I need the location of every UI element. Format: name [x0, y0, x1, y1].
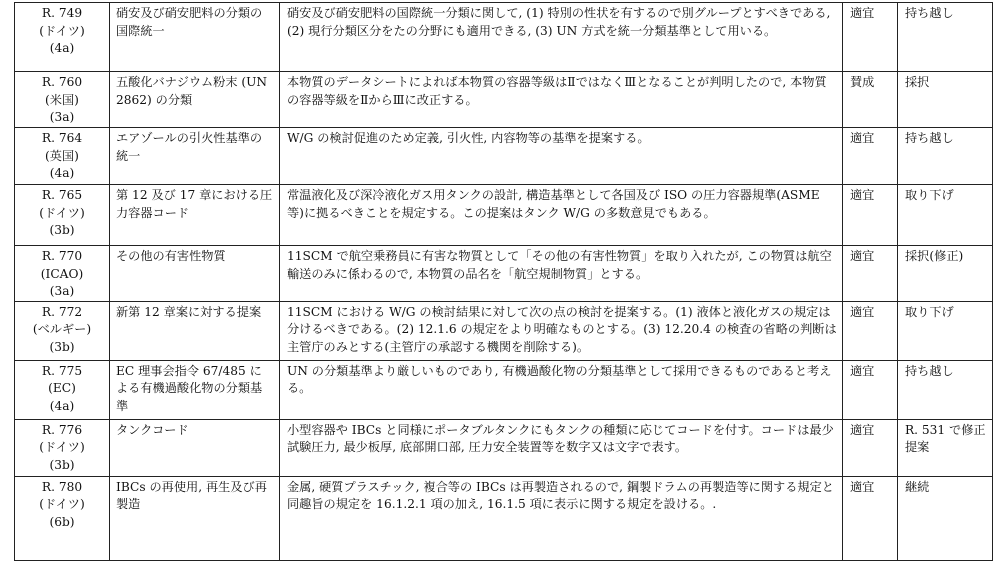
table-row [15, 360, 993, 419]
result-cell: 持ち越し [898, 128, 993, 185]
proposal-table [14, 2, 993, 561]
result-cell: 取り下げ [898, 301, 993, 360]
table-row [15, 128, 993, 185]
result-cell: R. 531 で修正提案 [898, 419, 993, 476]
evaluation-cell: 適宜 [843, 419, 898, 476]
agenda-item: (3a) [49, 110, 75, 124]
evaluation-cell: 適宜 [843, 128, 898, 185]
proposal-description: 金属, 硬質プラスチック, 複合等の IBCs は再製造されるので, 鋼製ドラムの再製造等に関する規定と同趣旨の規定を 16.1.2.1 項の加え, 16.1.5 項に表示に関する規定を設ける。. [280, 476, 843, 560]
evaluation-cell: 適宜 [843, 3, 898, 72]
document-number: R. 764 [41, 131, 83, 145]
agenda-item: (3b) [49, 339, 75, 354]
proposing-country: (EC) [48, 381, 76, 395]
document-ref-cell [15, 301, 110, 360]
proposal-table-sheet [14, 2, 992, 570]
document-number: R. 760 [41, 75, 83, 89]
document-number: R. 780 [41, 479, 83, 494]
proposing-country: (ドイツ) [39, 205, 85, 220]
proposal-title: 新第 12 章案に対する提案 [110, 301, 280, 360]
proposal-title: その他の有害性物質 [110, 246, 280, 302]
document-ref-cell [15, 246, 110, 302]
proposal-title: 硝安及び硝安肥料の分類の国際統一 [110, 3, 280, 72]
table-row [15, 246, 993, 302]
evaluation-cell: 適宜 [843, 360, 898, 419]
proposing-country: (米国) [45, 92, 79, 107]
proposing-country: (ドイツ) [39, 497, 85, 511]
agenda-item: (6b) [49, 514, 75, 529]
document-ref-cell [15, 185, 110, 246]
proposal-title: 五酸化バナジウム粉末 (UN 2862) の分類 [110, 72, 280, 128]
proposing-country: (英国) [45, 148, 79, 163]
evaluation-cell: 適宜 [843, 246, 898, 302]
result-cell: 継続 [898, 476, 993, 560]
table-row [15, 3, 993, 72]
document-ref-cell [15, 419, 110, 476]
document-number: R. 765 [41, 188, 83, 202]
proposal-description: W/G の検討促進のため定義, 引火性, 内容物等の基準を提案する。 [280, 128, 843, 185]
table-row [15, 301, 993, 360]
agenda-item: (4a) [49, 41, 75, 55]
evaluation-cell: 適宜 [843, 476, 898, 560]
table-row [15, 476, 993, 560]
table-row [15, 419, 993, 476]
agenda-item: (3b) [49, 457, 75, 472]
result-cell: 取り下げ [898, 185, 993, 246]
proposing-country: (ドイツ) [39, 23, 85, 38]
document-number: R. 776 [41, 422, 83, 437]
agenda-item: (3a) [49, 284, 75, 298]
document-ref-cell [15, 128, 110, 185]
document-ref-cell [15, 72, 110, 128]
agenda-item: (4a) [49, 398, 75, 413]
proposal-description: 本物質のデータシートによれば本物質の容器等級はⅡではなくⅢとなることが判明したので, 本物質の容器等級をⅡからⅢに改正する。 [280, 72, 843, 128]
proposal-title: IBCs の再使用, 再生及び再製造 [110, 476, 280, 560]
result-cell: 持ち越し [898, 3, 993, 72]
result-cell: 採択 [898, 72, 993, 128]
document-number: R. 775 [41, 363, 83, 378]
proposing-country: (ベルギー) [32, 322, 92, 336]
proposal-description: 11SCM で航空乗務員に有害な物質として「その他の有害性物質」を取り入れたが, この物質は航空輸送のみに係わるので, 本物質の品名を「航空規制物質」とする。 [280, 246, 843, 302]
table-row [15, 72, 993, 128]
evaluation-cell: 適宜 [843, 185, 898, 246]
proposal-title: タンクコード [110, 419, 280, 476]
table-row [15, 185, 993, 246]
proposal-title: EC 理事会指令 67/485 による有機過酸化物の分類基準 [110, 360, 280, 419]
proposing-country: (ドイツ) [39, 440, 85, 454]
document-number: R. 772 [41, 304, 83, 319]
document-ref-cell [15, 476, 110, 560]
proposal-title: エアゾールの引火性基準の統一 [110, 128, 280, 185]
result-cell: 採択(修正) [898, 246, 993, 302]
evaluation-cell: 適宜 [843, 301, 898, 360]
document-ref-cell [15, 360, 110, 419]
document-number: R. 770 [41, 249, 83, 263]
proposing-country: (ICAO) [40, 266, 84, 281]
result-cell: 持ち越し [898, 360, 993, 419]
agenda-item: (4a) [49, 166, 75, 180]
document-ref-cell [15, 3, 110, 72]
proposal-description: 常温液化及び深冷液化ガス用タンクの設計, 構造基準として各国及び ISO の圧力容器規準(ASME 等)に拠るべきことを規定する。この提案はタンク W/G の多数意見でもある。 [280, 185, 843, 246]
proposal-description: 硝安及び硝安肥料の国際統一分類に関して, (1) 特別の性状を有するので別グループとすべきである, (2) 現行分類区分をたの分野にも適用できる, (3) UN 方式を統一分類基準として用いる。 [280, 3, 843, 72]
document-number: R. 749 [41, 6, 83, 20]
proposal-description: 小型容器や IBCs と同様にポータブルタンクにもタンクの種類に応じてコードを付す。コードは最少試験圧力, 最少板厚, 底部開口部, 圧力安全装置等を数字又は文字で表す。 [280, 419, 843, 476]
proposal-description: 11SCM における W/G の検討結果に対して次の点の検討を提案する。(1) 液体と液化ガスの規定は分けるべきである。(2) 12.1.6 の規定をより明確なものとする。(3) 12.20.4 の検査の省略の判断は主管庁のみとする(主管庁の承認する機関を削除する)。 [280, 301, 843, 360]
agenda-item: (3b) [49, 223, 75, 237]
proposal-description: UN の分類基準より厳しいものであり, 有機過酸化物の分類基準として採用できるものであると考える。 [280, 360, 843, 419]
proposal-title: 第 12 及び 17 章における圧力容器コード [110, 185, 280, 246]
evaluation-cell: 賛成 [843, 72, 898, 128]
